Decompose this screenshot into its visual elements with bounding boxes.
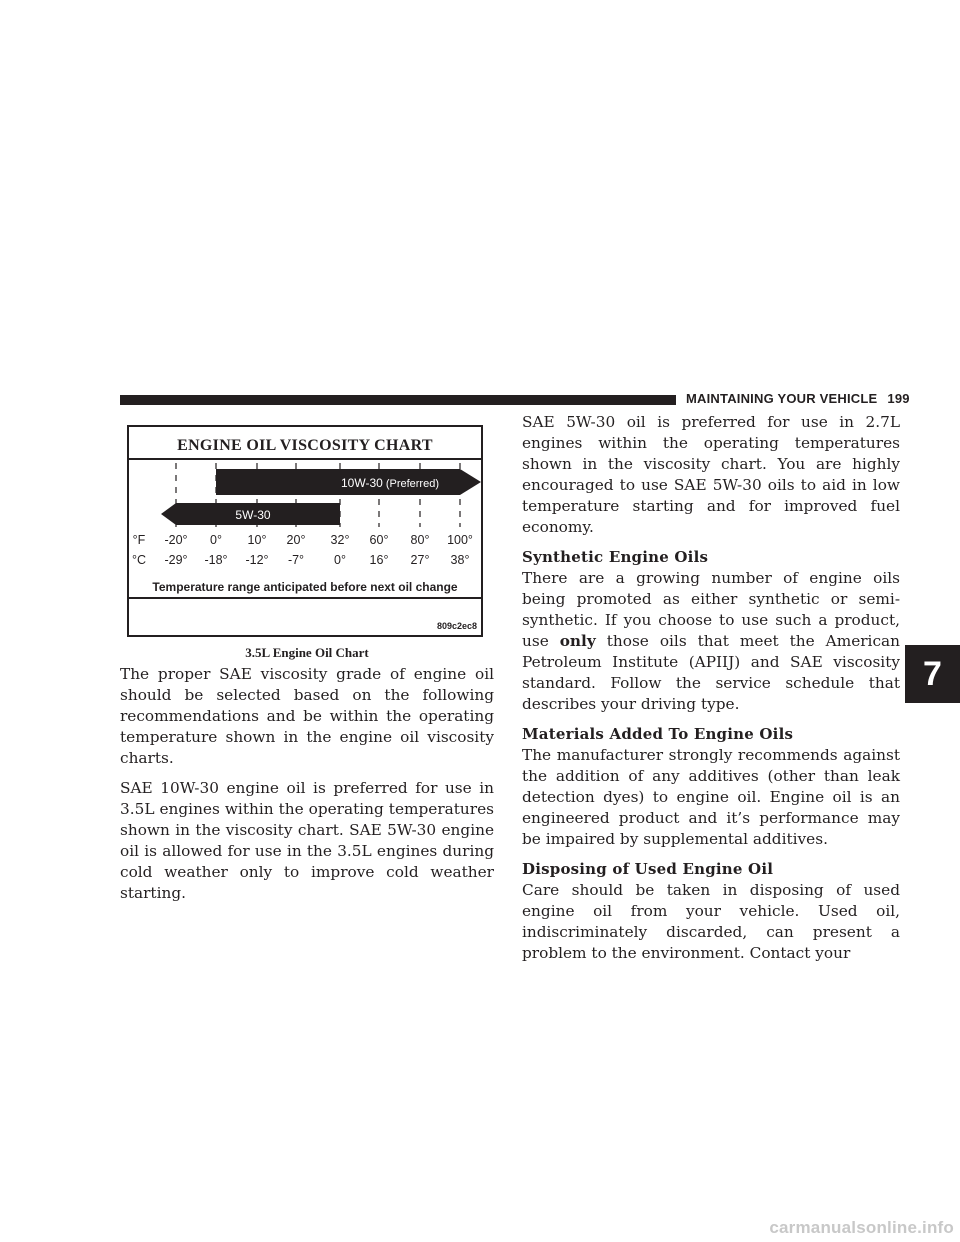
grade-5w30-label: 5W-30	[235, 508, 271, 522]
section-title: MAINTAINING YOUR VEHICLE	[686, 391, 878, 406]
temp-c: 38°	[450, 553, 470, 567]
watermark: carmanualsonline.info	[769, 1218, 954, 1237]
paragraph: Care should be taken in disposing of used engine oil from your vehicle. Used oil, indiscriminately discarded, can present a problem to the environment. Contact your	[522, 881, 900, 962]
chart-footnote: Temperature range anticipated before next oil change	[152, 580, 458, 594]
running-header	[686, 391, 910, 406]
chart-graphic	[129, 427, 481, 635]
grade-10w30-label: 10W-30 (Preferred)	[341, 476, 439, 490]
left-column	[120, 664, 494, 913]
figure-caption: 3.5L Engine Oil Chart	[245, 645, 369, 660]
heading-materials-added: Materials Added To Engine Oils	[522, 725, 794, 743]
unit-fahrenheit: °F	[132, 533, 146, 547]
temp-c: -7°	[287, 553, 305, 567]
chart-divider	[129, 597, 481, 599]
temp-f: 0°	[210, 533, 222, 547]
temp-c: 0°	[334, 553, 346, 567]
header-rule	[120, 395, 676, 405]
paragraph: The proper SAE viscosity grade of engine oil should be selected based on the following recommendations and be within the operating temperature shown in the engine oil viscosity charts.	[120, 665, 494, 767]
temp-c: 16°	[369, 553, 389, 567]
temp-c: -29°	[164, 553, 188, 567]
heading-synthetic-oils: Synthetic Engine Oils	[522, 548, 709, 566]
right-column	[522, 412, 900, 973]
temp-f: 10°	[247, 533, 267, 547]
temp-f: 20°	[286, 533, 306, 547]
temp-f: 60°	[369, 533, 389, 547]
temp-c: -18°	[204, 553, 228, 567]
paragraph: SAE 5W-30 oil is preferred for use in 2.7L engines within the operating temperatures shown in the viscosity chart. You are highly encouraged to use SAE 5W-30 oils to aid in low temperature starting and for improved fuel economy.	[522, 413, 900, 536]
temp-f: -20°	[164, 533, 188, 547]
temp-f: 32°	[330, 533, 350, 547]
temp-c: -12°	[245, 553, 269, 567]
paragraph: SAE 10W-30 engine oil is preferred for use in 3.5L engines within the operating temperatures shown in the viscosity chart. SAE 5W-30 engine oil is allowed for use in the 3.5L engines during cold weather only to improve cold weather starting.	[120, 779, 494, 902]
unit-celsius: °C	[131, 553, 147, 567]
temp-f: 80°	[410, 533, 430, 547]
viscosity-chart	[127, 425, 483, 637]
paragraph: The manufacturer strongly recommends against the addition of any additives (other than leak detection dyes) to engine oil. Engine oil is an engineered product and it’s performance may be impaired by supplemental additives.	[522, 746, 900, 848]
page-number: 199	[887, 391, 910, 406]
chart-title: ENGINE OIL VISCOSITY CHART	[177, 437, 433, 454]
figure-code: 809c2ec8	[436, 621, 477, 631]
temp-c: 27°	[410, 553, 430, 567]
paragraph: There are a growing number of engine oils being promoted as either synthetic or semi-synthetic. If you choose to use such a product, use only those oils that meet the American Petroleum Institute (APIIJ) and SAE viscosity standard. Follow the service schedule that describes your driving type.	[522, 569, 900, 713]
temp-f: 100°	[447, 533, 473, 547]
heading-disposing-oil: Disposing of Used Engine Oil	[522, 860, 774, 878]
chapter-tab: 7	[905, 645, 960, 703]
